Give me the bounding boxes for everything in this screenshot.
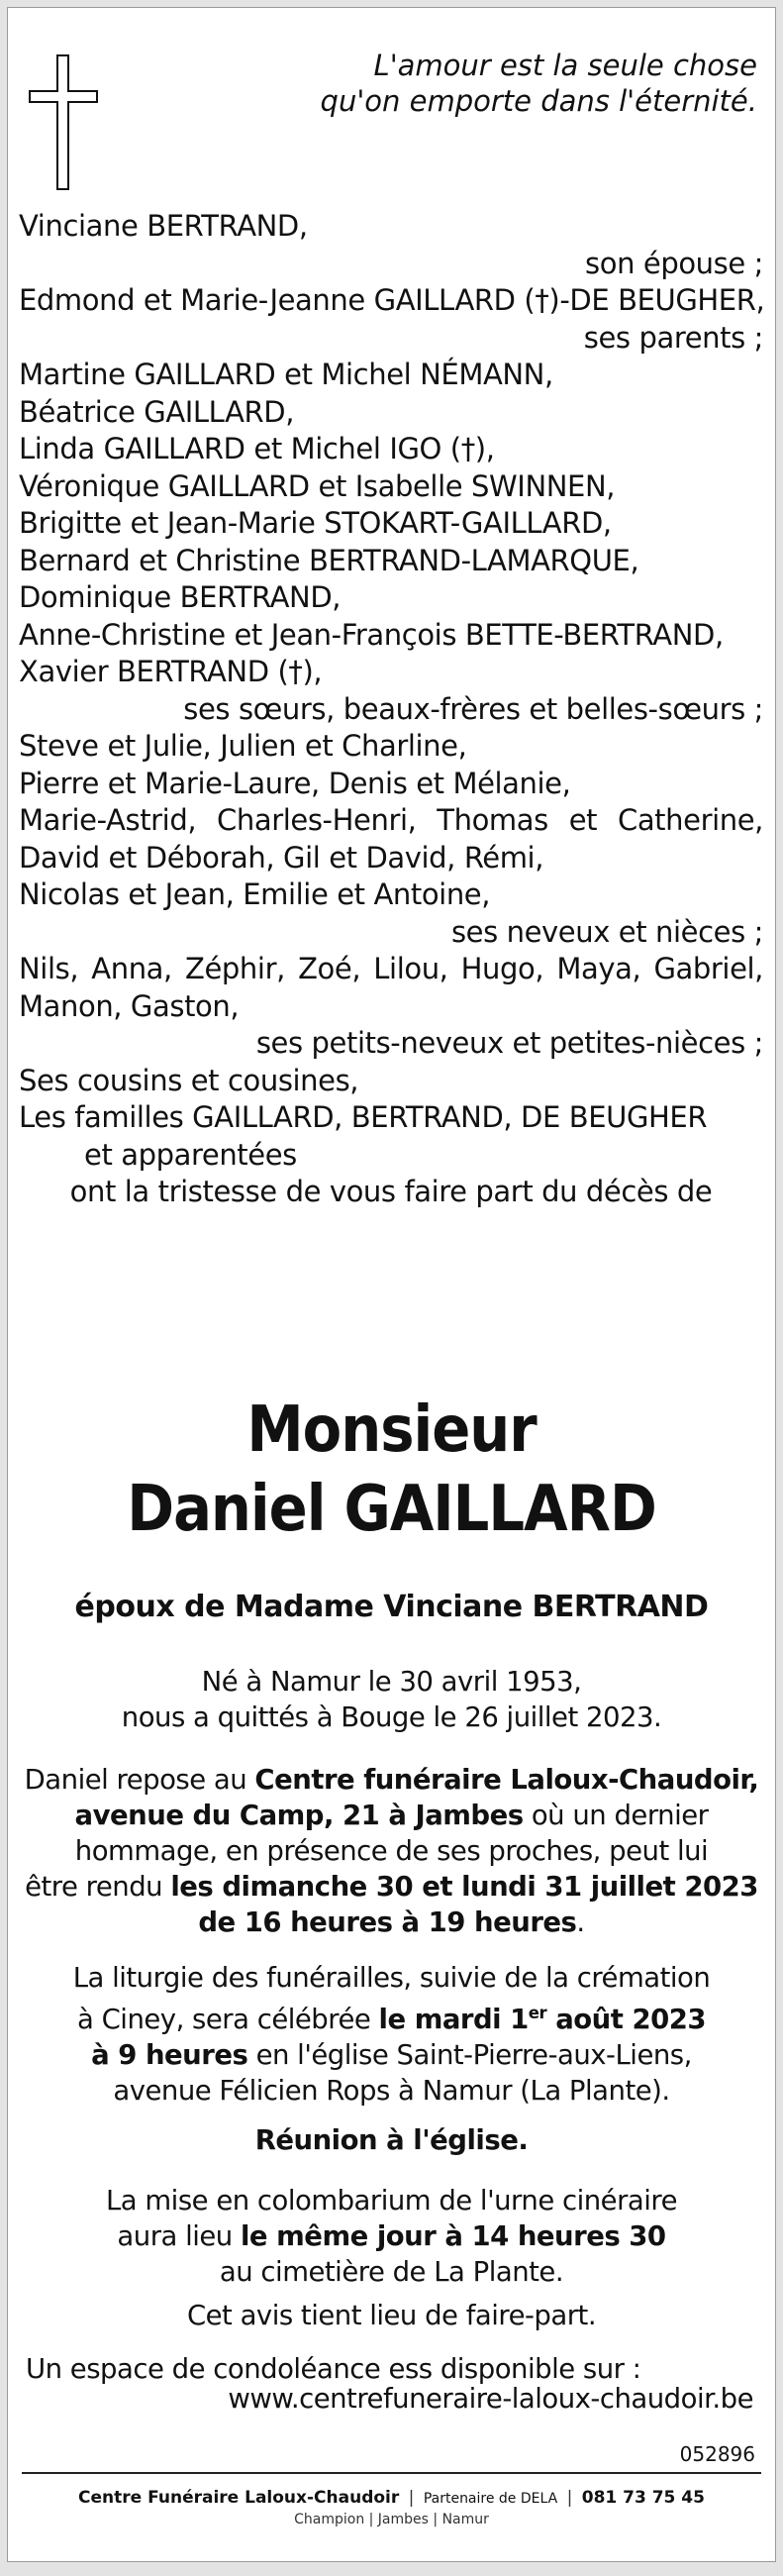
family-list: [19, 208, 763, 1211]
ordinal-suffix: er: [528, 2004, 547, 2022]
birth-line: Né à Namur le 30 avril 1953,: [201, 1666, 582, 1698]
relation-label: ses sœurs, beaux-frères et belles-sœurs ;: [183, 691, 763, 726]
footer-separator: |: [408, 2488, 415, 2508]
phone-number: 081 73 75 45: [581, 2488, 705, 2508]
reference-number: 052896: [679, 2442, 755, 2466]
footer: [8, 2488, 775, 2527]
family-line: Les familles GAILLARD, BERTRAND, DE BEUGHER: [19, 1100, 708, 1134]
family-line: Ses cousins et cousines,: [19, 1063, 359, 1097]
family-line: Anne-Christine et Jean-François BETTE-BERTRAND,: [19, 617, 724, 652]
partner-text: Partenaire de DELA: [423, 2491, 558, 2507]
text-span: à Ciney, sera célébrée: [77, 2004, 379, 2036]
family-line: Nils, Anna, Zéphir, Zoé, Lilou, Hugo, Maya, Gabriel,: [19, 952, 763, 985]
locations-line: Champion | Jambes | Namur: [294, 2512, 489, 2527]
family-line: Steve et Julie, Julien et Charline,: [19, 729, 467, 763]
notice-line: Cet avis tient lieu de faire-part.: [186, 2300, 597, 2331]
liturgy-date: août 2023: [546, 2004, 706, 2036]
family-line: Vinciane BERTRAND,: [19, 209, 308, 243]
church-name: en l'église Saint-Pierre-aux-Liens,: [247, 2039, 692, 2072]
death-line: nous a quittés à Bouge le 26 juillet 2023.: [121, 1701, 662, 1733]
family-line: et apparentées: [84, 1137, 297, 1172]
text-span: Daniel repose au: [24, 1764, 255, 1796]
reunion-line: Réunion à l'église.: [254, 2124, 529, 2156]
family-line: Xavier BERTRAND (†),: [19, 655, 323, 688]
cross-icon: [28, 53, 99, 192]
viewing-dates: les dimanche 30 et lundi 31 juillet 2023: [170, 1871, 758, 1903]
funeral-center-name: Centre funéraire Laloux-Chaudoir,: [254, 1764, 759, 1796]
family-line: Nicolas et Jean, Emilie et Antoine,: [19, 877, 491, 911]
liturgy-time: à 9 heures: [91, 2039, 248, 2072]
family-line: Véronique GAILLARD et Isabelle SWINNEN,: [19, 468, 616, 503]
text-line: au cimetière de La Plante.: [219, 2256, 564, 2288]
viewing-info: [22, 1762, 761, 1940]
family-line: Martine GAILLARD et Michel NÉMANN,: [19, 358, 553, 391]
liturgy-info: [22, 1960, 761, 2109]
relation-label: son épouse ;: [585, 246, 763, 280]
columbarium-info: [22, 2183, 761, 2290]
liturgy-date: le mardi 1: [378, 2004, 529, 2036]
funeral-center-address: avenue du Camp, 21 à Jambes: [74, 1800, 524, 1831]
condolence-line: Un espace de condoléance ess disponible sur :: [26, 2353, 641, 2385]
family-line: Manon, Gaston,: [19, 988, 240, 1023]
family-line: Linda GAILLARD et Michel IGO (†),: [19, 432, 495, 465]
text-span: aura lieu: [117, 2220, 241, 2252]
birth-death-info: [22, 1664, 761, 1735]
company-name: Centre Funéraire Laloux-Chaudoir: [78, 2488, 400, 2508]
text-span: être rendu: [25, 1871, 171, 1903]
church-address: avenue Félicien Rops à Namur (La Plante).: [113, 2075, 670, 2108]
epigraph-line: qu'on emporte dans l'éternité.: [320, 84, 757, 118]
text-line: La liturgie des funérailles, suivie de la crémation: [72, 1962, 711, 1994]
family-line: Béatrice GAILLARD,: [19, 394, 295, 429]
footer-divider: [22, 2472, 761, 2474]
viewing-hours: de 16 heures à 19 heures: [198, 1906, 577, 1938]
family-line: Marie-Astrid, Charles-Henri, Thomas et Catherine,: [19, 803, 763, 837]
deceased-title: Monsieur: [246, 1393, 537, 1467]
deceased-full-name: Daniel GAILLARD: [127, 1473, 656, 1546]
relation-label: ses petits-neveux et petites-nièces ;: [255, 1026, 763, 1060]
footer-separator: |: [566, 2488, 573, 2508]
relation-label: ses neveux et nièces ;: [450, 914, 763, 949]
condolence-website-link[interactable]: www.centrefuneraire-laloux-chaudoir.be: [228, 2383, 753, 2415]
family-line: Dominique BERTRAND,: [19, 580, 342, 614]
announcement-line: ont la tristesse de vous faire part du décès de: [69, 1175, 713, 1208]
family-line: Brigitte et Jean-Marie STOKART-GAILLARD,: [19, 506, 612, 540]
text-span: .: [576, 1906, 585, 1938]
epigraph: [203, 48, 757, 119]
spouse-line: époux de Madame Vinciane BERTRAND: [74, 1590, 709, 1624]
family-line: Pierre et Marie-Laure, Denis et Mélanie,: [19, 766, 571, 800]
family-line: Edmond et Marie-Jeanne GAILLARD (†)-DE BEUGHER,: [19, 283, 765, 317]
text-line: hommage, en présence de ses proches, peut lui: [74, 1835, 709, 1867]
text-span: où un dernier: [523, 1800, 709, 1831]
family-line: Bernard et Christine BERTRAND-LAMARQUE,: [19, 543, 639, 577]
text-line: La mise en colombarium de l'urne cinéraire: [105, 2185, 678, 2216]
deceased-name: [8, 1391, 775, 1549]
columbarium-time: le même jour à 14 heures 30: [240, 2220, 666, 2252]
family-line: David et Déborah, Gil et David, Rémi,: [19, 840, 544, 875]
death-notice: [7, 7, 776, 2562]
relation-label: ses parents ;: [583, 320, 763, 355]
epigraph-line: L'amour est la seule chose: [373, 49, 757, 82]
